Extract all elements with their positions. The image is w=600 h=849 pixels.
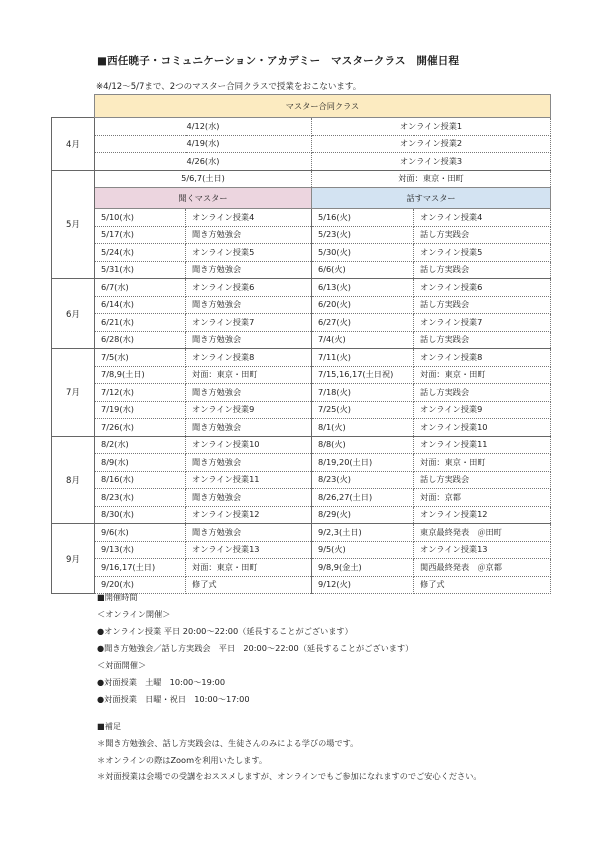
speak-date-cell: 6/27(火) bbox=[312, 314, 414, 332]
speak-date-cell: 7/15,16,17(土日祝) bbox=[312, 366, 414, 384]
listen-date-cell: 8/23(水) bbox=[95, 489, 186, 507]
month-label: 4月 bbox=[52, 118, 95, 171]
speak-event-cell: 話し方実践会 bbox=[414, 261, 551, 279]
listen-event-cell: 対面：東京・田町 bbox=[186, 559, 312, 577]
speak-event-cell: 東京最終発表 ＠田町 bbox=[414, 524, 551, 542]
table-row bbox=[52, 209, 551, 227]
table-row bbox=[52, 153, 551, 171]
table-row bbox=[52, 454, 551, 472]
listen-date-cell: 7/8,9(土日) bbox=[95, 366, 186, 384]
speak-master-header: 話すマスター bbox=[312, 188, 551, 209]
listen-date-cell: 9/16,17(土日) bbox=[95, 559, 186, 577]
table-row bbox=[52, 506, 551, 524]
listen-event-cell: オンライン授業6 bbox=[186, 279, 312, 297]
online-heading: ＜オンライン開催＞ bbox=[97, 609, 171, 619]
listen-date-cell: 5/10(水) bbox=[95, 209, 186, 227]
listen-event-cell: 聞き方勉強会 bbox=[186, 296, 312, 314]
study-session-hours: ●聞き方勉強会／話し方実践会 平日 20:00〜22:00（延長することがございます） bbox=[97, 643, 414, 653]
listen-date-cell: 6/21(水) bbox=[95, 314, 186, 332]
listen-date-cell: 8/9(水) bbox=[95, 454, 186, 472]
listen-event-cell: 修了式 bbox=[186, 576, 312, 594]
table-row bbox=[52, 279, 551, 297]
hours-heading: ■開催時間 bbox=[97, 592, 138, 602]
speak-event-cell: オンライン授業7 bbox=[414, 314, 551, 332]
listen-date-cell: 8/30(水) bbox=[95, 506, 186, 524]
listen-event-cell: オンライン授業11 bbox=[186, 471, 312, 489]
speak-event-cell: オンライン授業6 bbox=[414, 279, 551, 297]
joint-class-header: マスター合同クラス bbox=[95, 95, 551, 118]
table-row bbox=[52, 331, 551, 349]
speak-event-cell: 話し方実践会 bbox=[414, 384, 551, 402]
speak-event-cell: オンライン授業9 bbox=[414, 401, 551, 419]
speak-date-cell: 8/1(火) bbox=[312, 419, 414, 437]
supplement-item: ＊聞き方勉強会、話し方実践会は、生徒さんのみによる学びの場です。 bbox=[97, 738, 359, 748]
listen-date-cell: 8/16(水) bbox=[95, 471, 186, 489]
table-row bbox=[52, 244, 551, 262]
listen-event-cell: オンライン授業10 bbox=[186, 436, 312, 454]
speak-event-cell: オンライン授業11 bbox=[414, 436, 551, 454]
listen-event-cell: オンライン授業7 bbox=[186, 314, 312, 332]
speak-date-cell: 7/11(火) bbox=[312, 349, 414, 367]
month-label: 7月 bbox=[52, 349, 95, 437]
speak-event-cell: 話し方実践会 bbox=[414, 331, 551, 349]
speak-date-cell: 5/23(火) bbox=[312, 226, 414, 244]
listen-date-cell: 9/6(水) bbox=[95, 524, 186, 542]
table-row bbox=[52, 576, 551, 594]
speak-event-cell: 話し方実践会 bbox=[414, 226, 551, 244]
table-row bbox=[52, 366, 551, 384]
speak-event-cell: オンライン授業12 bbox=[414, 506, 551, 524]
online-lesson-hours: ●オンライン授業 平日 20:00〜22:00（延長することがございます） bbox=[97, 626, 353, 636]
listen-date-cell: 8/2(水) bbox=[95, 436, 186, 454]
month-label: 6月 bbox=[52, 279, 95, 349]
speak-date-cell: 9/5(火) bbox=[312, 541, 414, 559]
speak-event-cell: 修了式 bbox=[414, 576, 551, 594]
speak-date-cell: 9/12(火) bbox=[312, 576, 414, 594]
speak-date-cell: 8/26,27(土日) bbox=[312, 489, 414, 507]
listen-date-cell: 7/5(水) bbox=[95, 349, 186, 367]
listen-date-cell: 6/28(水) bbox=[95, 331, 186, 349]
listen-date-cell: 9/13(水) bbox=[95, 541, 186, 559]
listen-event-cell: オンライン授業8 bbox=[186, 349, 312, 367]
table-row bbox=[52, 118, 551, 136]
table-row bbox=[52, 135, 551, 153]
listen-event-cell: 聞き方勉強会 bbox=[186, 524, 312, 542]
offline-sunday-hours: ●対面授業 日曜・祝日 10:00〜17:00 bbox=[97, 694, 250, 704]
listen-date-cell: 5/24(水) bbox=[95, 244, 186, 262]
month-label: 9月 bbox=[52, 524, 95, 594]
table-row bbox=[52, 489, 551, 507]
speak-date-cell: 7/18(火) bbox=[312, 384, 414, 402]
listen-event-cell: 聞き方勉強会 bbox=[186, 331, 312, 349]
speak-event-cell: 対面：東京・田町 bbox=[414, 366, 551, 384]
speak-date-cell: 6/20(火) bbox=[312, 296, 414, 314]
listen-date-cell: 7/26(水) bbox=[95, 419, 186, 437]
speak-event-cell: 対面：東京・田町 bbox=[414, 454, 551, 472]
event-cell: オンライン授業2 bbox=[312, 135, 551, 153]
listen-date-cell: 9/20(水) bbox=[95, 576, 186, 594]
speak-event-cell: 話し方実践会 bbox=[414, 471, 551, 489]
page-title: ■西任暁子・コミュニケーション・アカデミー マスタークラス 開催日程 bbox=[97, 55, 460, 67]
listen-date-cell: 5/31(水) bbox=[95, 261, 186, 279]
event-cell: オンライン授業1 bbox=[312, 118, 551, 136]
table-row bbox=[52, 349, 551, 367]
listen-date-cell: 7/19(水) bbox=[95, 401, 186, 419]
speak-event-cell: 関西最終発表 ＠京都 bbox=[414, 559, 551, 577]
speak-date-cell: 8/29(火) bbox=[312, 506, 414, 524]
listen-master-header: 聞くマスター bbox=[95, 188, 312, 209]
table-row bbox=[52, 261, 551, 279]
table-row bbox=[52, 384, 551, 402]
listen-event-cell: 聞き方勉強会 bbox=[186, 261, 312, 279]
listen-event-cell: オンライン授業12 bbox=[186, 506, 312, 524]
listen-date-cell: 7/12(水) bbox=[95, 384, 186, 402]
speak-date-cell: 6/13(火) bbox=[312, 279, 414, 297]
date-cell: 4/19(水) bbox=[95, 135, 312, 153]
month-label: 5月 bbox=[52, 170, 95, 279]
table-row bbox=[52, 541, 551, 559]
offline-saturday-hours: ●対面授業 土曜 10:00〜19:00 bbox=[97, 677, 226, 687]
schedule-table bbox=[51, 94, 551, 594]
speak-date-cell: 8/23(火) bbox=[312, 471, 414, 489]
date-cell: 4/26(水) bbox=[95, 153, 312, 171]
listen-date-cell: 5/17(水) bbox=[95, 226, 186, 244]
speak-date-cell: 7/25(火) bbox=[312, 401, 414, 419]
speak-date-cell: 8/19,20(土日) bbox=[312, 454, 414, 472]
table-row bbox=[52, 226, 551, 244]
speak-date-cell: 9/2,3(土日) bbox=[312, 524, 414, 542]
supplement-item: ＊オンラインの際はZoomを利用いたします。 bbox=[97, 755, 268, 765]
speak-event-cell: 対面：京都 bbox=[414, 489, 551, 507]
listen-event-cell: 聞き方勉強会 bbox=[186, 384, 312, 402]
table-row bbox=[52, 419, 551, 437]
listen-event-cell: オンライン授業13 bbox=[186, 541, 312, 559]
date-cell: 5/6,7(土日) bbox=[95, 170, 312, 188]
master-header-row bbox=[52, 188, 551, 209]
speak-event-cell: オンライン授業4 bbox=[414, 209, 551, 227]
speak-event-cell: オンライン授業5 bbox=[414, 244, 551, 262]
speak-date-cell: 5/30(火) bbox=[312, 244, 414, 262]
table-row bbox=[52, 471, 551, 489]
event-cell: 対面：東京・田町 bbox=[312, 170, 551, 188]
speak-date-cell: 7/4(火) bbox=[312, 331, 414, 349]
supplement-item: ＊対面授業は会場での受講をおススメしますが、オンラインでもご参加になれますのでご安心ください。 bbox=[97, 771, 482, 781]
offline-heading: ＜対面開催＞ bbox=[97, 660, 147, 670]
month-label: 8月 bbox=[52, 436, 95, 524]
joint-header-row bbox=[52, 95, 551, 118]
listen-event-cell: オンライン授業4 bbox=[186, 209, 312, 227]
speak-date-cell: 5/16(火) bbox=[312, 209, 414, 227]
table-row bbox=[52, 436, 551, 454]
speak-date-cell: 8/8(火) bbox=[312, 436, 414, 454]
table-row bbox=[52, 559, 551, 577]
speak-date-cell: 6/6(火) bbox=[312, 261, 414, 279]
table-row bbox=[52, 524, 551, 542]
listen-event-cell: 聞き方勉強会 bbox=[186, 419, 312, 437]
listen-event-cell: 聞き方勉強会 bbox=[186, 489, 312, 507]
speak-event-cell: オンライン授業8 bbox=[414, 349, 551, 367]
listen-event-cell: 聞き方勉強会 bbox=[186, 454, 312, 472]
date-cell: 4/12(水) bbox=[95, 118, 312, 136]
table-row bbox=[52, 296, 551, 314]
schedule-note: ※4/12〜5/7まで、2つのマスター合同クラスで授業をおこないます。 bbox=[96, 82, 362, 92]
speak-event-cell: オンライン授業13 bbox=[414, 541, 551, 559]
table-row bbox=[52, 401, 551, 419]
listen-date-cell: 6/14(水) bbox=[95, 296, 186, 314]
speak-event-cell: 話し方実践会 bbox=[414, 296, 551, 314]
table-row bbox=[52, 170, 551, 188]
speak-date-cell: 9/8,9(金土) bbox=[312, 559, 414, 577]
table-row bbox=[52, 314, 551, 332]
listen-event-cell: 聞き方勉強会 bbox=[186, 226, 312, 244]
listen-date-cell: 6/7(水) bbox=[95, 279, 186, 297]
listen-event-cell: 対面：東京・田町 bbox=[186, 366, 312, 384]
listen-event-cell: オンライン授業5 bbox=[186, 244, 312, 262]
blank-cell bbox=[52, 95, 95, 118]
listen-event-cell: オンライン授業9 bbox=[186, 401, 312, 419]
supplement-heading: ■補足 bbox=[97, 721, 122, 731]
speak-event-cell: オンライン授業10 bbox=[414, 419, 551, 437]
event-cell: オンライン授業3 bbox=[312, 153, 551, 171]
